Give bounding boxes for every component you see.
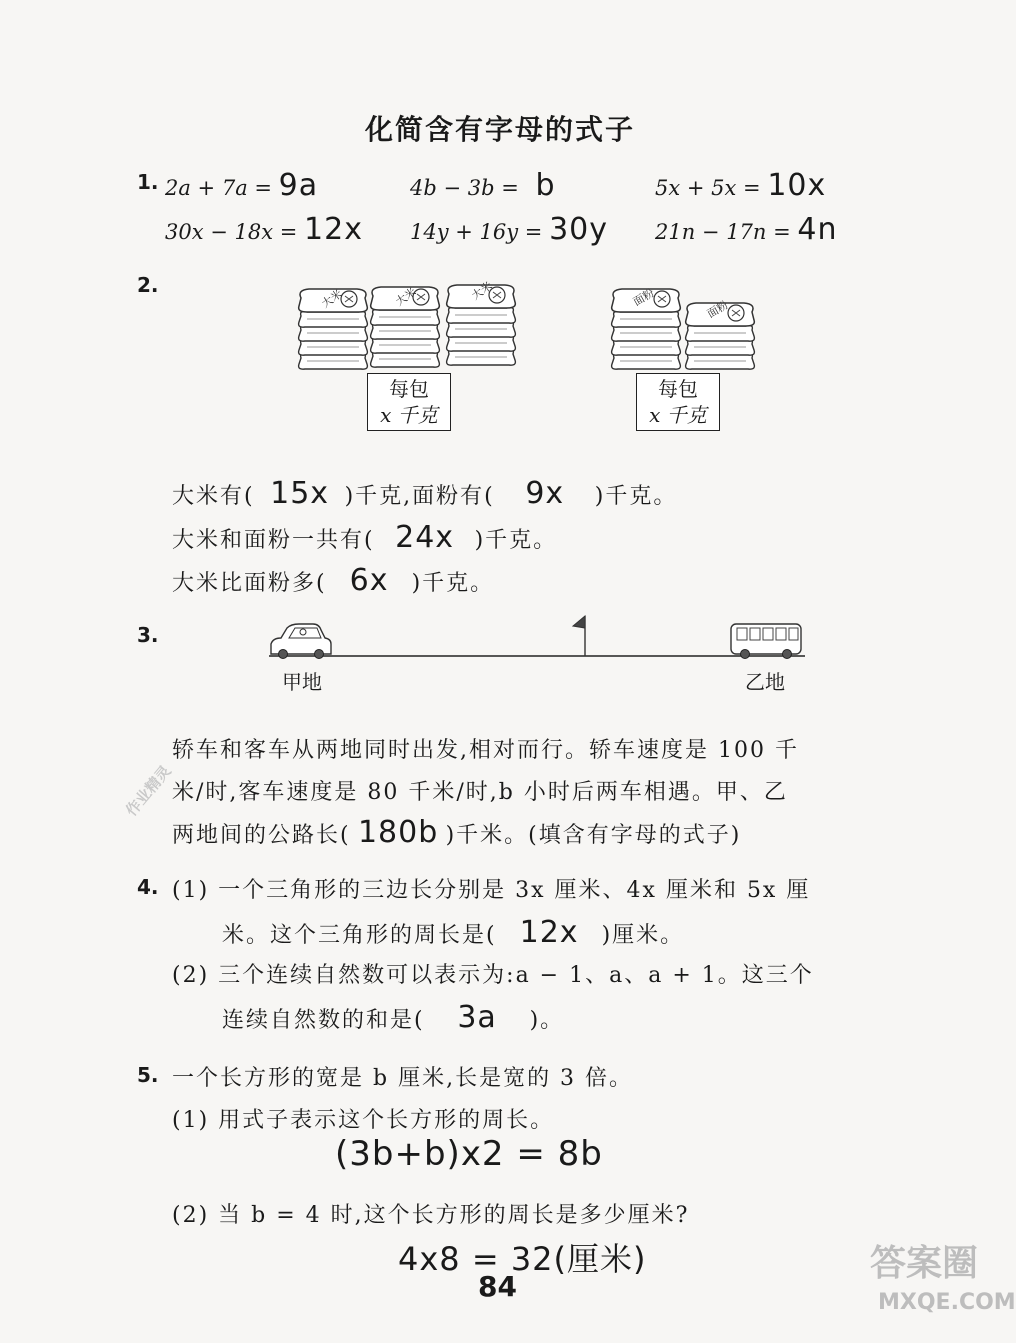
handwritten-answer: b (535, 168, 556, 203)
rice-bag-label: 大米 (319, 287, 345, 311)
label-line: x 千克 (380, 403, 438, 427)
handwritten-answer: 9x (525, 476, 565, 511)
text: )。 (529, 1008, 565, 1033)
rice-bag-label: 大米 (469, 279, 495, 303)
handwritten-answer: 4n (797, 212, 838, 247)
handwritten-answer: 6x (349, 563, 389, 598)
q3-text-3 (172, 815, 741, 850)
text: )千克。 (474, 528, 558, 553)
text: 大米有( (172, 484, 255, 509)
q4-part1-line2 (222, 915, 684, 950)
handwritten-answer: 180b (357, 815, 439, 850)
rice-label-box (367, 373, 451, 431)
expression: 14y + 16y = (410, 220, 543, 244)
q5-part2: (2) 当 b = 4 时,这个长方形的周长是多少厘米? (172, 1203, 690, 1228)
text: )千米。(填含有字母的式子) (445, 823, 742, 848)
expression: 2a + 7a = (165, 176, 272, 200)
page-number: 84 (478, 1270, 517, 1303)
q1-eq-5 (410, 212, 608, 247)
flour-bag-label: 面粉 (705, 298, 731, 321)
text: 连续自然数的和是( (222, 1008, 425, 1033)
handwritten-answer: 9a (278, 168, 319, 203)
q2-line-2 (172, 520, 557, 555)
q5-stem: 一个长方形的宽是 b 厘米,长是宽的 3 倍。 (172, 1066, 634, 1091)
q1-eq-6 (655, 212, 838, 247)
handwritten-answer: 12x (304, 212, 363, 247)
text: )千克。 (411, 571, 495, 596)
q5-number: 5. (137, 1063, 159, 1087)
corner-watermark-text: 答案圈 (870, 1243, 979, 1284)
text: 大米比面粉多( (172, 571, 327, 596)
place-b-label: 乙地 (745, 670, 785, 694)
expression: 21n − 17n = (655, 220, 791, 244)
rice-bags-illustration (295, 262, 535, 372)
car-icon (271, 624, 331, 659)
q1-eq-4 (165, 212, 363, 247)
place-a-label: 甲地 (282, 670, 322, 694)
rice-bag-label: 大米 (393, 285, 419, 309)
q1-eq-3 (655, 168, 826, 203)
text: 米。这个三角形的周长是( (222, 923, 497, 948)
q4-part2-line2 (222, 1000, 564, 1035)
expression: 4b − 3b = (410, 176, 519, 200)
q4-part2-line1: (2) 三个连续自然数可以表示为:a − 1、a、a + 1。这三个 (172, 963, 814, 988)
label-line: 每包 (658, 377, 698, 401)
q4-part1-line1: (1) 一个三角形的三边长分别是 3x 厘米、4x 厘米和 5x 厘 (172, 878, 811, 903)
q4-number: 4. (137, 875, 159, 899)
text: 两地间的公路长( (172, 823, 351, 848)
text: 大米和面粉一共有( (172, 528, 375, 553)
flour-bag-label: 面粉 (631, 286, 657, 309)
q1-eq-2 (410, 168, 556, 203)
expression: 30x − 18x = (165, 220, 298, 244)
handwritten-answer: 3a (457, 1000, 497, 1035)
flag-icon (573, 616, 585, 656)
text: )厘米。 (601, 923, 685, 948)
handwritten-answer: 30y (549, 212, 609, 247)
handwritten-answer: 12x (519, 915, 579, 950)
q3-number: 3. (137, 623, 159, 647)
q5-part2-answer: 4x8 = 32(厘米) (398, 1240, 647, 1278)
q1-eq-1 (165, 168, 318, 203)
q5-part1-answer: (3b+b)x2 = 8b (335, 1134, 603, 1174)
corner-watermark-url: MXQE.COM (878, 1290, 1016, 1315)
text: )千克。 (594, 484, 678, 509)
q3-text-2: 米/时,客车速度是 80 千米/时,b 小时后两车相遇。甲、乙 (172, 780, 788, 805)
q2-number: 2. (137, 273, 159, 297)
expression: 5x + 5x = (655, 176, 761, 200)
label-line: x 千克 (649, 403, 707, 427)
q2-line-1 (172, 476, 677, 511)
q5-part1: (1) 用式子表示这个长方形的周长。 (172, 1108, 555, 1133)
road-diagram (265, 610, 815, 670)
handwritten-answer: 24x (395, 520, 455, 555)
text: )千克,面粉有( (344, 484, 495, 509)
page-title: 化简含有字母的式子 (364, 113, 635, 146)
side-watermark: 作业精灵 (122, 762, 175, 820)
handwritten-answer: 15x (270, 476, 330, 511)
q2-line-3 (172, 563, 494, 598)
q1-number: 1. (137, 170, 159, 194)
q3-text-1: 轿车和客车从两地同时出发,相对而行。轿车速度是 100 千 (172, 738, 799, 763)
flour-bags-illustration (608, 262, 778, 372)
bus-icon (731, 624, 801, 659)
label-line: 每包 (389, 377, 429, 401)
handwritten-answer: 10x (767, 168, 827, 203)
flour-label-box (636, 373, 720, 431)
